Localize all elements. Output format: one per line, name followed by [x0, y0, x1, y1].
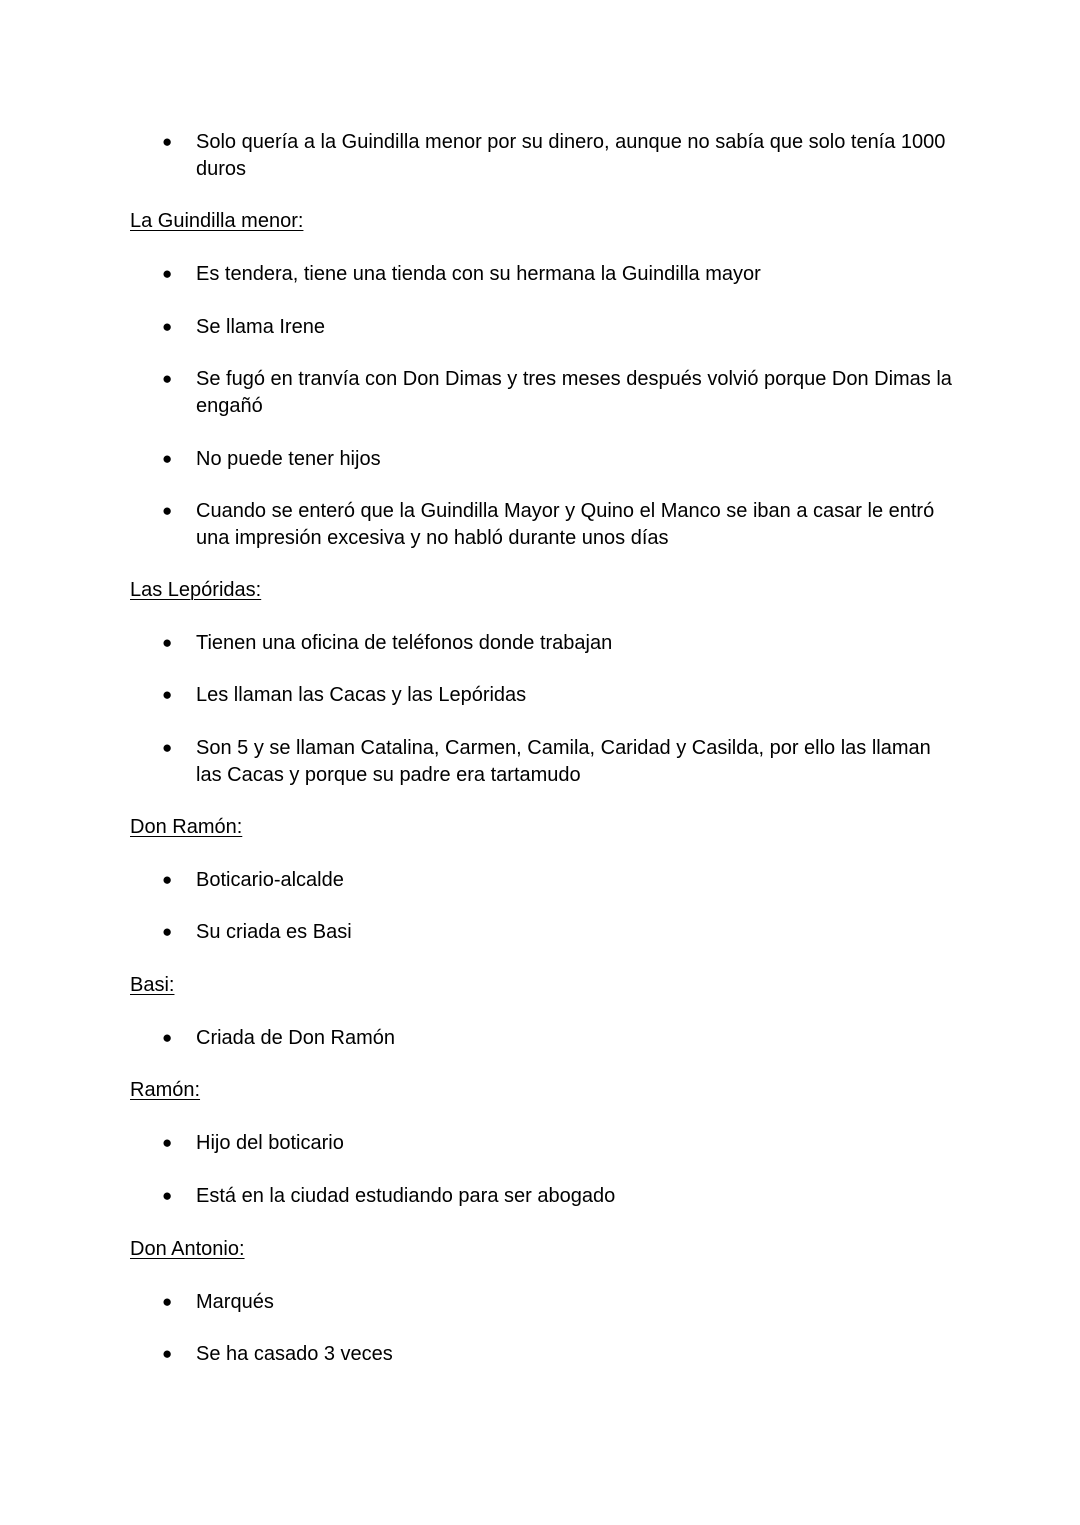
- list-item: [162, 867, 952, 894]
- bullet-icon: ●: [162, 1292, 173, 1311]
- list-item: [162, 1289, 952, 1316]
- bullet-icon: ●: [162, 501, 173, 520]
- list-item-text: Solo quería a la Guindilla menor por su dinero, aunque no sabía que solo tenía 1000 duros: [196, 131, 946, 180]
- bullet-icon: ●: [162, 685, 173, 704]
- list-item: [162, 1130, 952, 1157]
- list-item-text: Se fugó en tranvía con Don Dimas y tres meses después volvió porque Don Dimas la engañó: [196, 368, 952, 417]
- bullet-icon: ●: [162, 369, 173, 388]
- bullet-icon: ●: [162, 1344, 173, 1363]
- list-item-text: Boticario-alcalde: [196, 869, 344, 891]
- list-item-text: Son 5 y se llaman Catalina, Carmen, Camila, Caridad y Casilda, por ello las llaman las Cacas y porque su padre era tartamudo: [196, 737, 931, 786]
- section-heading-ramon: Ramón:: [130, 1079, 201, 1101]
- bullet-icon: ●: [162, 870, 173, 889]
- section-heading-basi: Basi:: [130, 974, 175, 996]
- list-item-text: Les llaman las Cacas y las Lepóridas: [196, 684, 527, 706]
- list-item: [162, 366, 952, 419]
- section-heading-don-antonio: Don Antonio:: [130, 1238, 245, 1260]
- list-item: [162, 314, 952, 341]
- list-item: [162, 630, 952, 657]
- list-item-text: Marqués: [196, 1291, 274, 1313]
- list-item: [162, 919, 952, 946]
- bullet-icon: ●: [162, 317, 173, 336]
- section-heading-don-ramon: Don Ramón:: [130, 816, 243, 838]
- list-item: [162, 1025, 952, 1052]
- section-heading-guindilla-menor: La Guindilla menor:: [130, 210, 304, 232]
- list-item-text: Criada de Don Ramón: [196, 1027, 395, 1049]
- list-item-text: Hijo del boticario: [196, 1132, 344, 1154]
- list-item-text: Se ha casado 3 veces: [196, 1343, 393, 1365]
- bullet-icon: ●: [162, 1133, 173, 1152]
- bullet-icon: ●: [162, 633, 173, 652]
- bullet-icon: ●: [162, 738, 173, 757]
- list-item: [162, 129, 952, 182]
- bullet-icon: ●: [162, 1028, 173, 1047]
- list-item-text: Su criada es Basi: [196, 921, 352, 943]
- bullet-icon: ●: [162, 132, 173, 151]
- bullet-icon: ●: [162, 264, 173, 283]
- section-heading-leporidas: Las Lepóridas:: [130, 579, 262, 601]
- list-item: [162, 1341, 952, 1368]
- bullet-icon: ●: [162, 449, 173, 468]
- bullet-icon: ●: [162, 922, 173, 941]
- list-item: [162, 446, 952, 473]
- list-item-text: No puede tener hijos: [196, 448, 381, 470]
- list-item: [162, 682, 952, 709]
- list-item: [162, 261, 952, 288]
- list-item: [162, 735, 952, 788]
- list-item-text: Cuando se enteró que la Guindilla Mayor y Quino el Manco se iban a casar le entró una impresión excesiva y no habló durante unos días: [196, 500, 935, 549]
- list-item: [162, 498, 952, 551]
- list-item: [162, 1183, 952, 1210]
- list-item-text: Está en la ciudad estudiando para ser abogado: [196, 1185, 616, 1207]
- bullet-icon: ●: [162, 1186, 173, 1205]
- list-item-text: Se llama Irene: [196, 316, 325, 338]
- list-item-text: Es tendera, tiene una tienda con su hermana la Guindilla mayor: [196, 263, 761, 285]
- list-item-text: Tienen una oficina de teléfonos donde trabajan: [196, 632, 613, 654]
